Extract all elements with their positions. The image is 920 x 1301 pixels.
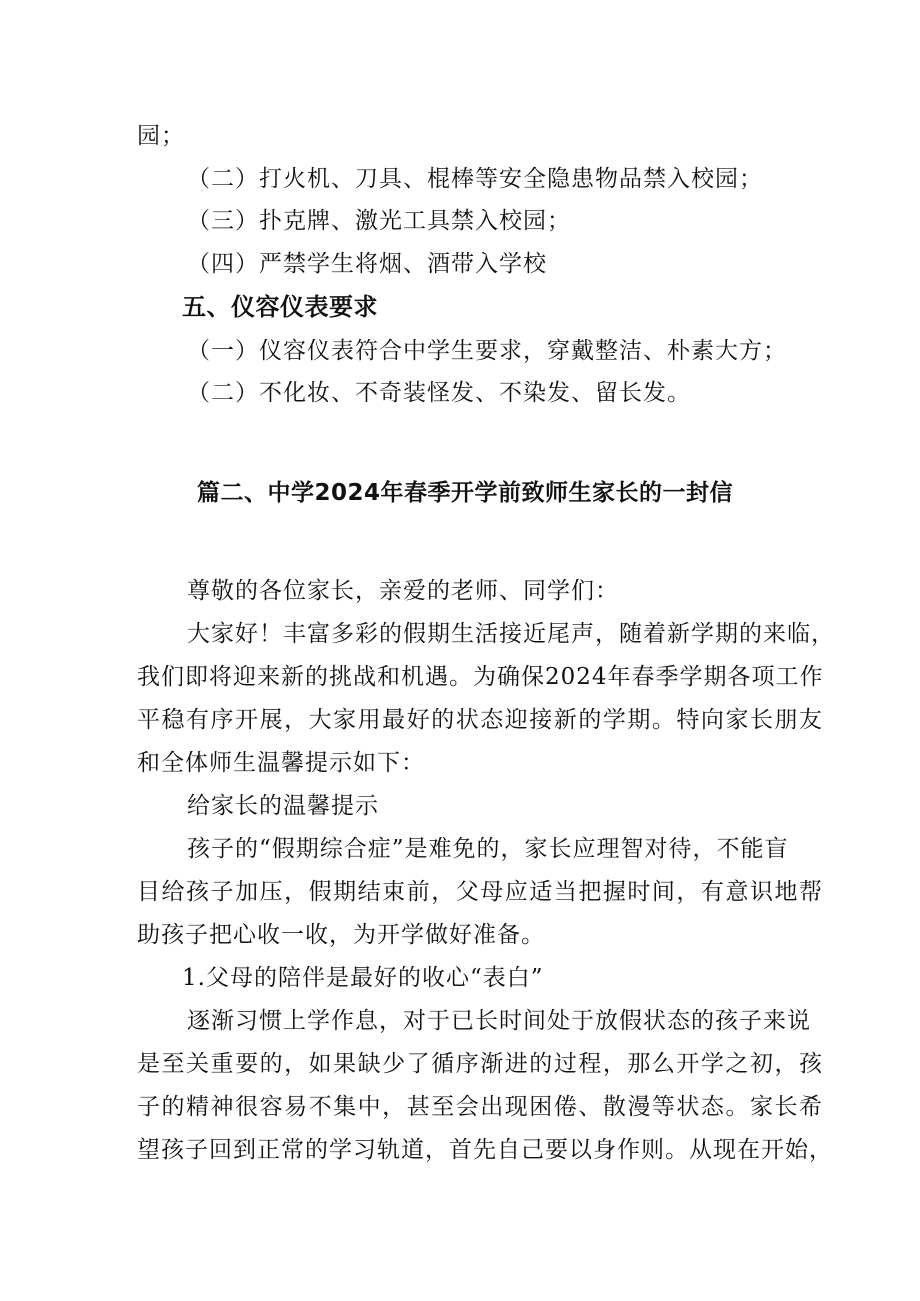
section-heading: 五、仪容仪表要求 — [182, 293, 378, 321]
salutation: 尊敬的各位家长，亲爱的老师、同学们： — [187, 578, 619, 604]
paragraph-line: 和全体师生温馨提示如下： — [137, 750, 425, 776]
paragraph-line: 孩子的“假期综合症”是难免的，家长应理智对待，不能盲 — [187, 836, 789, 862]
paragraph-line: 子的精神很容易不集中，甚至会出现困倦、散漫等状态。家长希 — [137, 1094, 823, 1120]
paragraph-line: 助孩子把心收一收，为开学做好准备。 — [137, 922, 545, 948]
list-item: （二）不化妆、不奇装怪发、不染发、留长发。 — [187, 380, 691, 406]
list-item: （三）扑克牌、激光工具禁入校园； — [187, 208, 571, 234]
paragraph-line: 目给孩子加压，假期结束前，父母应适当把握时间，有意识地帮 — [137, 879, 823, 905]
paragraph-line: 平稳有序开展，大家用最好的状态迎接新的学期。特向家长朋友 — [137, 707, 823, 733]
list-item: （一）仪容仪表符合中学生要求，穿戴整洁、朴素大方； — [187, 338, 787, 364]
point-heading: 1.父母的陪伴是最好的收心“表白” — [182, 965, 544, 991]
continuation-text: 园； — [137, 123, 185, 149]
paragraph-line: 望孩子回到正常的学习轨道，首先自己要以身作则。从现在开始， — [137, 1137, 833, 1163]
paragraph-line: 是至关重要的，如果缺少了循序渐进的过程，那么开学之初，孩 — [137, 1051, 823, 1077]
paragraph-line: 大家好！丰富多彩的假期生活接近尾声，随着新学期的来临， — [187, 621, 835, 647]
paragraph-line: 逐渐习惯上学作息，对于已长时间处于放假状态的孩子来说 — [187, 1008, 811, 1034]
paragraph-line: 我们即将迎来新的挑战和机遇。为确保2024年春季学期各项工作 — [137, 664, 824, 690]
list-item: （四）严禁学生将烟、酒带入学校 — [187, 251, 547, 277]
article-title: 篇二、中学2024年春季开学前致师生家长的一封信 — [197, 480, 734, 506]
list-item: （二）打火机、刀具、棍棒等安全隐患物品禁入校园； — [187, 166, 763, 192]
subheading: 给家长的温馨提示 — [187, 793, 379, 819]
